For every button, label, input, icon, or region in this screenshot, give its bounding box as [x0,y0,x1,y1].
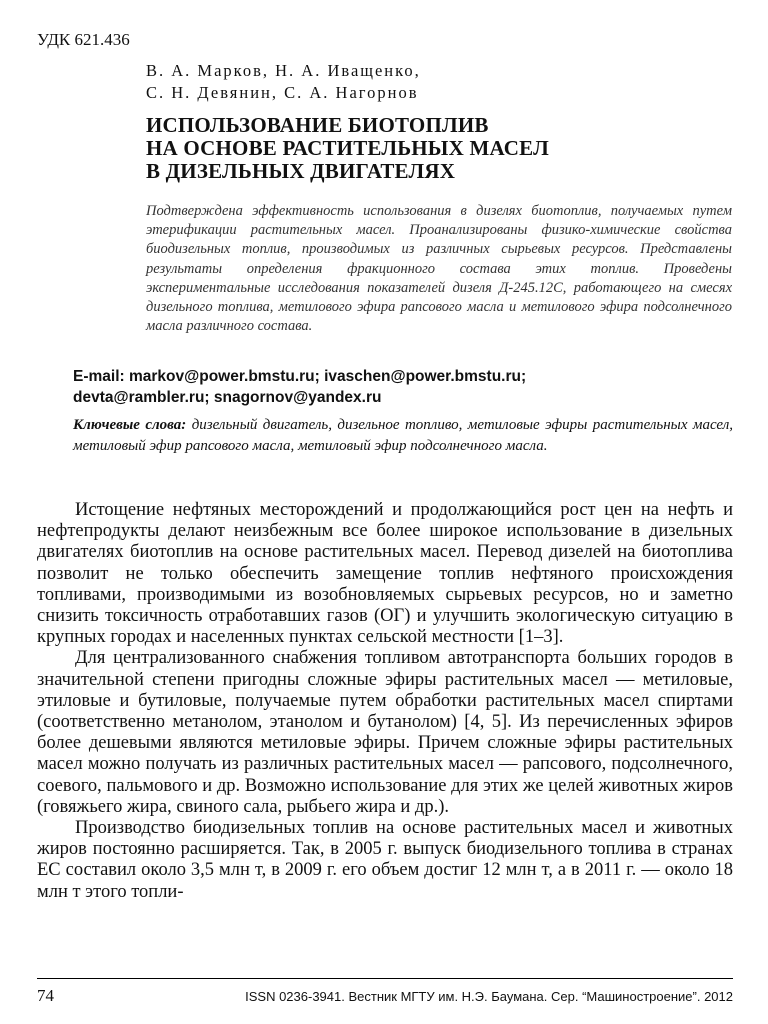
journal-citation: ISSN 0236-3941. Вестник МГТУ им. Н.Э. Баумана. Сер. “Машиностроение”. 2012 [245,989,733,1004]
authors-line: С. Н. Девянин, С. А. Нагорнов [146,83,419,102]
abstract: Подтверждена эффективность использования в дизелях биотоплив, получаемых путем этерификации растительных масел. Проанализированы физико-химические свойства биодизельных топлив, производимых из различных сырьевых ресурсов. Представлены результаты определения фракционного состава этих топлив. Проведены экспериментальные исследования показателей дизеля Д-245.12С, работающего на смесях дизельного топлива, метилового эфира рапсового масла и метилового эфира подсолнечного масла различного состава. [146,203,732,335]
page-number: 74 [37,986,54,1005]
article-body [37,500,733,903]
keywords [73,415,733,456]
title-line: В ДИЗЕЛЬНЫХ ДВИГАТЕЛЯХ [146,159,456,183]
body-paragraph: Истощение нефтяных месторождений и продолжающийся рост цен на нефть и нефтепродукты делают неизбежным все более широкое использование в дизельных двигателях биотоплив на основе растительных масел. Перевод дизелей на биотоплива позволит не только обеспечить замещение топлив нефтяного происхождения топливами, производимыми из возобновляемых сырьевых ресурсов, но и заметно снизить токсичность отработавших газов (ОГ) и улучшить экологическую ситуацию в крупных городах и населенных пунктах сельской местности [1–3]. [37,500,733,648]
contacts-line: devta@rambler.ru; snagornov@yandex.ru [73,388,382,406]
keywords-separator: : [181,417,187,433]
body-paragraph: Производство биодизельных топлив на основе растительных масел и животных жиров постоянно расширяется. Так, в 2005 г. выпуск биодизельного топлива в странах ЕС составил около 3,5 млн т, в 2009 г. его объем достиг 12 млн т, а в 2011 г. — около 18 млн т этого топли- [37,818,733,902]
keywords-label: Ключевые слова [73,417,182,433]
title-line: НА ОСНОВЕ РАСТИТЕЛЬНЫХ МАСЕЛ [146,136,549,160]
authors-line: В. А. Марков, Н. А. Иващенко, [146,61,421,80]
keywords-text: дизельный двигатель, дизельное топливо, метиловые эфиры растительных масел, метиловый эфир рапсового масла, метиловый эфир подсолнечного масла. [73,417,733,454]
article-title [146,114,549,183]
body-paragraph: Для централизованного снабжения топливом автотранспорта больших городов в значительной степени пригодны сложные эфиры растительных масел — метиловые, этиловые и бутиловые, получаемые путем обработки растительных масел спиртами (соответственно метанолом, этанолом и бутанолом) [4, 5]. Из перечисленных эфиров более дешевыми являются метиловые эфиры. Причем сложные эфиры растительных масел можно получать из различных растительных масел — рапсового, подсолнечного, соевого, пальмового и др. Возможно использование для этих же целей животных жиров (говяжьего жира, свиного сала, рыбьего жира и др.). [37,648,733,817]
title-line: ИСПОЛЬЗОВАНИЕ БИОТОПЛИВ [146,113,489,137]
udc-code: УДК 621.436 [37,30,130,49]
contacts-line: E-mail: markov@power.bmstu.ru; ivaschen@power.bmstu.ru; [73,368,527,385]
contacts [73,367,733,408]
footer-divider [37,978,733,979]
authors [146,60,421,104]
